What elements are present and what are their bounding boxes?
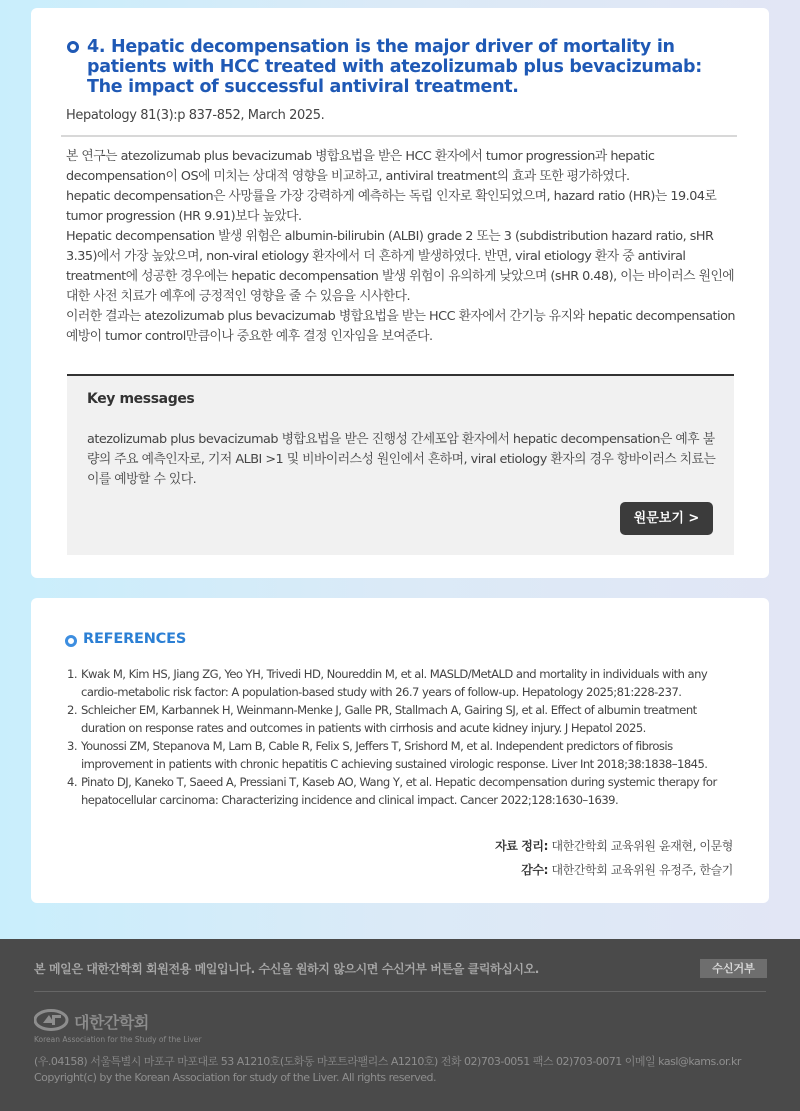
credit-label: 자료 정리: xyxy=(495,839,549,853)
reference-number: 3. xyxy=(67,739,77,753)
logo-english-name: Korean Association for the Study of the Liver xyxy=(34,1035,202,1044)
abstract-paragraph: 본 연구는 atezolizumab plus bevacizumab 병합요법을 받은 HCC 환자에서 tumor progression과 hepatic decompensation이 OS에 미치는 상대적 영향을 비교하고, antiviral treatment의 효과 또한 평가하였다. xyxy=(66,149,655,184)
logo-korean-name: 대한간학회 xyxy=(74,1013,149,1032)
unsubscribe-button[interactable]: 수신거부 xyxy=(700,959,767,978)
reference-item xyxy=(67,737,739,773)
article-title: 4. Hepatic decompensation is the major driver of mortality in patients with HCC treated with atezolizumab plus bevacizumab: The impact of successful antiviral treatment. xyxy=(87,37,702,97)
key-messages-box xyxy=(67,374,734,555)
references-card xyxy=(31,598,769,903)
abstract-paragraph: Hepatic decompensation 발생 위험은 albumin-bilirubin (ALBI) grade 2 또는 3 (subdistribution hazard ratio, sHR 3.35)에서 가장 높았으며, non-viral etiology 환자에서 더 흔하게 발생하였다. 반면, viral etiology 환자 중 antiviral treatment에 성공한 경우에는 hepatic decompensation 발생 위험이 유의하게 낮았으며 (sHR 0.48), 이는 바이러스 원인에 대한 사전 치료가 예후에 긍정적인 영향을 줄 수 있음을 시사한다. xyxy=(66,229,735,304)
key-messages-body: atezolizumab plus bevacizumab 병합요법을 받은 진행성 간세포암 환자에서 hepatic decompensation은 예후 불량의 주요 예측인자로, 기저 ALBI >1 및 비바이러스성 원인에서 흔하며, viral etiology 환자의 경우 항바이러스 치료는 이를 예방할 수 있다. xyxy=(87,432,716,487)
credits xyxy=(495,834,733,882)
reference-item xyxy=(67,665,739,701)
footer-notice: 본 메일은 대한간학회 회원전용 메일입니다. 수신을 원하지 않으시면 수신거부 버튼을 클릭하십시오. xyxy=(34,962,539,976)
reference-number: 4. xyxy=(67,775,77,789)
credit-value: 대한간학회 교육위원 윤재현, 이문형 xyxy=(548,839,733,853)
article-citation: Hepatology 81(3):p 837-852, March 2025. xyxy=(66,108,325,123)
view-original-button[interactable]: 원문보기 > xyxy=(620,502,713,535)
reference-text: Kwak M, Kim HS, Jiang ZG, Yeo YH, Trivedi HD, Noureddin M, et al. MASLD/MetALD and mortality in individuals with any cardio-metabolic risk factor: A population-based study with 26.7 years of follow-up. Hepatology 2025;81:228-237. xyxy=(81,667,708,699)
reference-text: Younossi ZM, Stepanova M, Lam B, Cable R, Felix S, Jeffers T, Srishord M, et al. Independent predictors of fibrosis improvement in patients with chronic hepatitis C achieving sustained virologic response. Liver Int 2018;38:1838–1845. xyxy=(81,739,708,771)
references-header xyxy=(65,631,186,647)
footer-copyright: Copyright(c) by the Korean Association for study of the Liver. All rights reserved. xyxy=(34,1071,436,1084)
credit-label: 감수: xyxy=(521,863,549,877)
credit-value: 대한간학회 교육위원 유정주, 한슬기 xyxy=(548,863,733,877)
kasl-logo xyxy=(34,1009,294,1045)
reference-text: Pinato DJ, Kaneko T, Saeed A, Pressiani T, Kaseb AO, Wang Y, et al. Hepatic decompensation during systemic therapy for hepatocellular carcinoma: Characterizing incidence and clinical impact. Cancer 2022;128:1630–1639. xyxy=(81,775,717,807)
reference-number: 2. xyxy=(67,703,77,717)
abstract-paragraph: 이러한 결과는 atezolizumab plus bevacizumab 병합요법을 받는 HCC 환자에서 간기능 유지와 hepatic decompensation 예방이 tumor control만큼이나 중요한 예후 결정 인자임을 보여준다. xyxy=(66,309,736,344)
article-title-row xyxy=(67,37,737,97)
references-title: REFERENCES xyxy=(83,631,187,647)
reference-item xyxy=(67,773,739,809)
circle-bullet-icon xyxy=(65,635,77,647)
footer xyxy=(0,939,800,1111)
footer-divider xyxy=(34,991,766,992)
article-abstract xyxy=(66,147,736,347)
references-list xyxy=(67,665,739,809)
circle-bullet-icon xyxy=(67,41,79,53)
divider xyxy=(61,135,737,137)
article-card xyxy=(31,8,769,578)
reference-text: Schleicher EM, Karbannek H, Weinmann-Menke J, Galle PR, Stallmach A, Gairing SJ, et al. Effect of albumin treatment duration on response rates and outcomes in patients with cirrhosis and acute kidney injury. J Hepatol 2025. xyxy=(81,703,697,735)
credit-compiled xyxy=(495,834,733,858)
reference-number: 1. xyxy=(67,667,77,681)
footer-address: (우.04158) 서울특별시 마포구 마포대로 53 A1210호(도화동 마포트라팰리스 A1210호) 전화 02)703-0051 팩스 02)703-0071 이메일 kasl@kams.or.kr xyxy=(34,1055,741,1068)
key-messages-title: Key messages xyxy=(87,391,195,407)
credit-reviewed xyxy=(495,858,733,882)
reference-item xyxy=(67,701,739,737)
kasl-logo-icon xyxy=(34,1009,70,1031)
abstract-paragraph: hepatic decompensation은 사망률을 가장 강력하게 예측하는 독립 인자로 확인되었으며, hazard ratio (HR)는 19.04로 tumor progression (HR 9.91)보다 높았다. xyxy=(66,189,717,224)
footer-address-block xyxy=(34,1054,774,1086)
